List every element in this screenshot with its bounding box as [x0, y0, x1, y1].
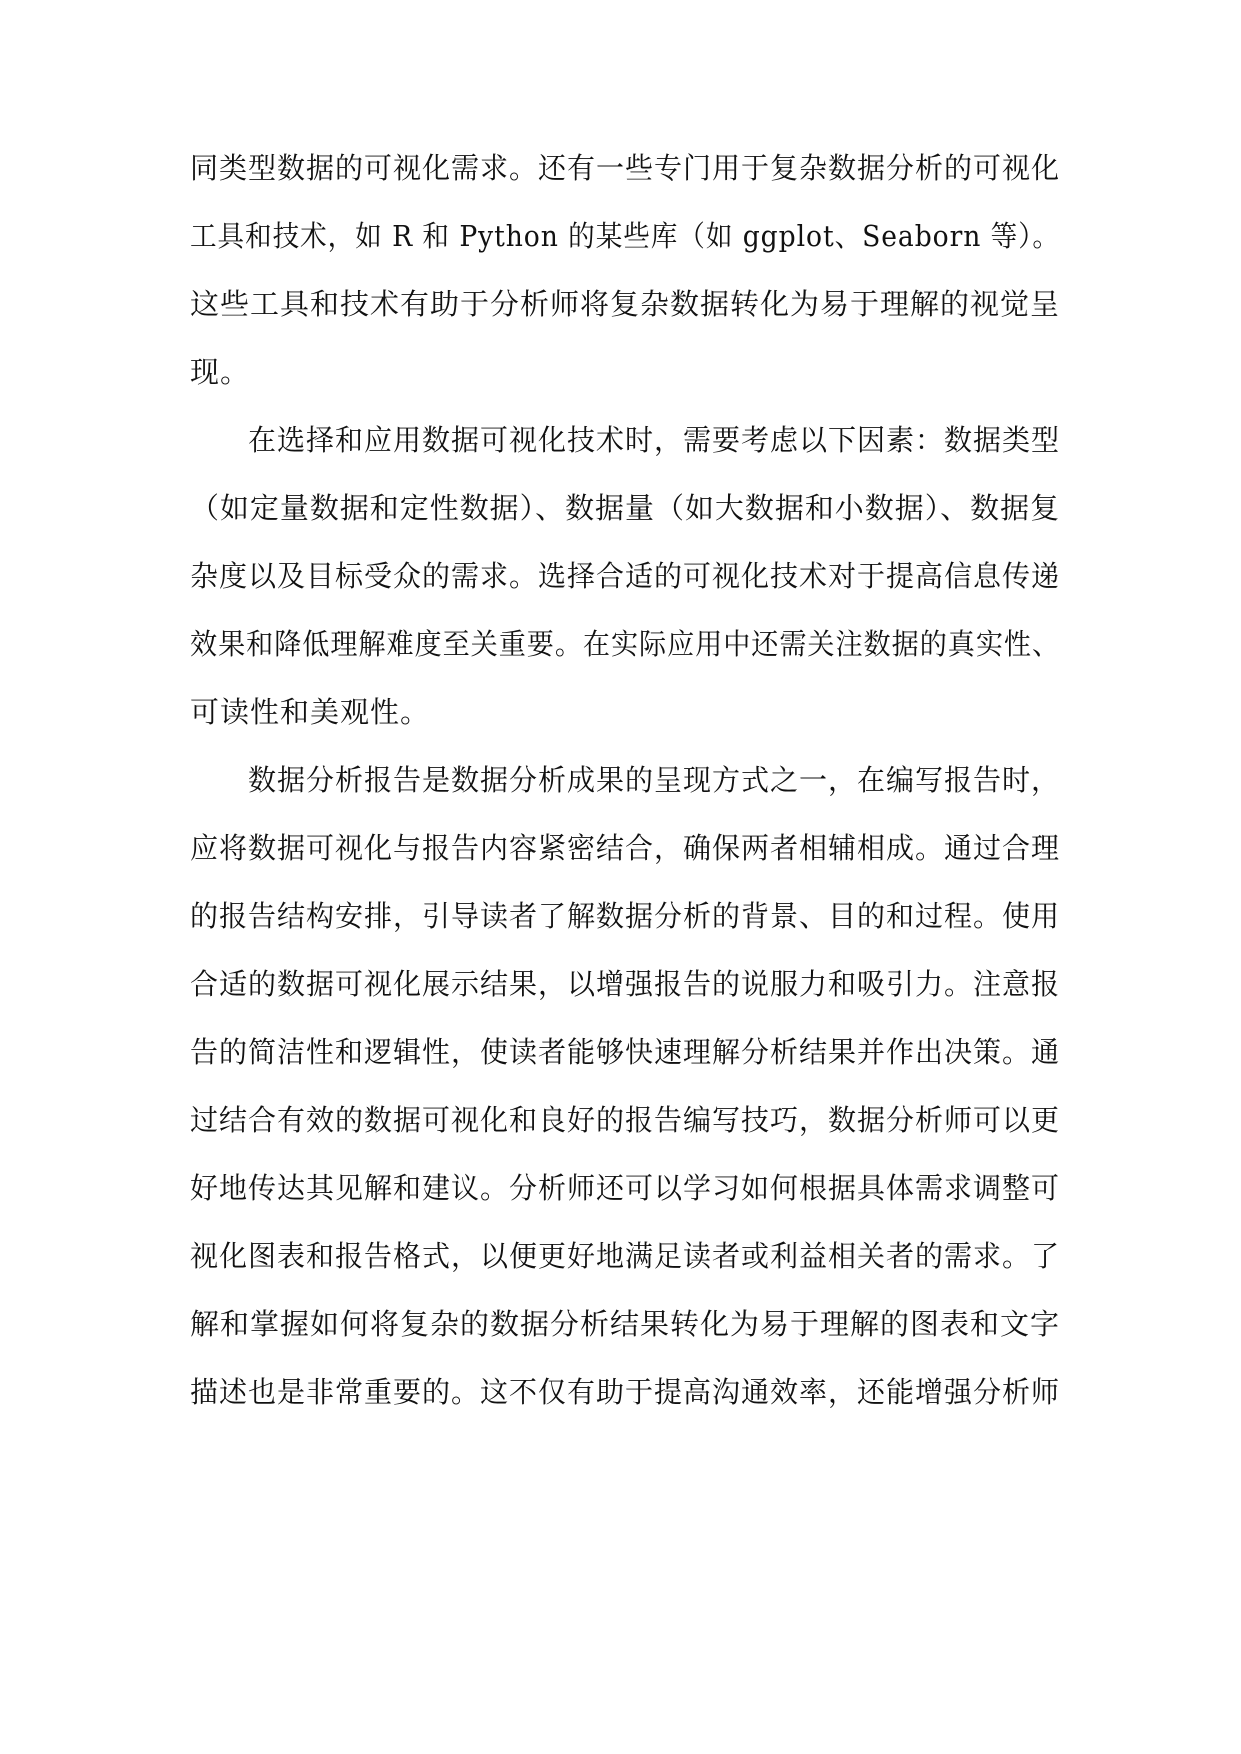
- text-line: 这些工具和技术有助于分析师将复杂数据转化为易于理解的视觉呈: [190, 287, 1061, 321]
- paragraph-first-line: 在选择和应用数据可视化技术时，需要考虑以下因素：数据类型: [248, 423, 1061, 457]
- text-line: 好地传达其见解和建议。分析师还可以学习如何根据具体需求调整可: [190, 1171, 1061, 1205]
- text-line: 描述也是非常重要的。这不仅有助于提高沟通效率，还能增强分析师: [190, 1375, 1061, 1409]
- text-line: 合适的数据可视化展示结果，以增强报告的说服力和吸引力。注意报: [190, 967, 1061, 1001]
- text-line: 现。: [190, 355, 251, 389]
- paragraph-first-line: 数据分析报告是数据分析成果的呈现方式之一，在编写报告时，: [248, 763, 1061, 797]
- text-line: 解和掌握如何将复杂的数据分析结果转化为易于理解的图表和文字: [190, 1307, 1061, 1341]
- text-line: 过结合有效的数据可视化和良好的报告编写技巧，数据分析师可以更: [190, 1103, 1061, 1137]
- text-line: 的报告结构安排，引导读者了解数据分析的背景、目的和过程。使用: [190, 899, 1061, 933]
- text-line: 工具和技术，如 R 和 Python 的某些库（如 ggplot、Seaborn 等）。: [190, 219, 1060, 253]
- text-line: 应将数据可视化与报告内容紧密结合，确保两者相辅相成。通过合理: [190, 831, 1061, 865]
- text-line: 效果和降低理解难度至关重要。在实际应用中还需关注数据的真实性、: [190, 627, 1061, 661]
- text-line: 同类型数据的可视化需求。还有一些专门用于复杂数据分析的可视化: [190, 151, 1061, 185]
- text-line: 可读性和美观性。: [190, 695, 431, 729]
- text-line: 杂度以及目标受众的需求。选择合适的可视化技术对于提高信息传递: [190, 559, 1061, 593]
- text-line: 告的简洁性和逻辑性，使读者能够快速理解分析结果并作出决策。通: [190, 1035, 1061, 1069]
- text-line: 视化图表和报告格式，以便更好地满足读者或利益相关者的需求。了: [190, 1239, 1061, 1273]
- text-line: （如定量数据和定性数据）、数据量（如大数据和小数据）、数据复: [190, 491, 1061, 525]
